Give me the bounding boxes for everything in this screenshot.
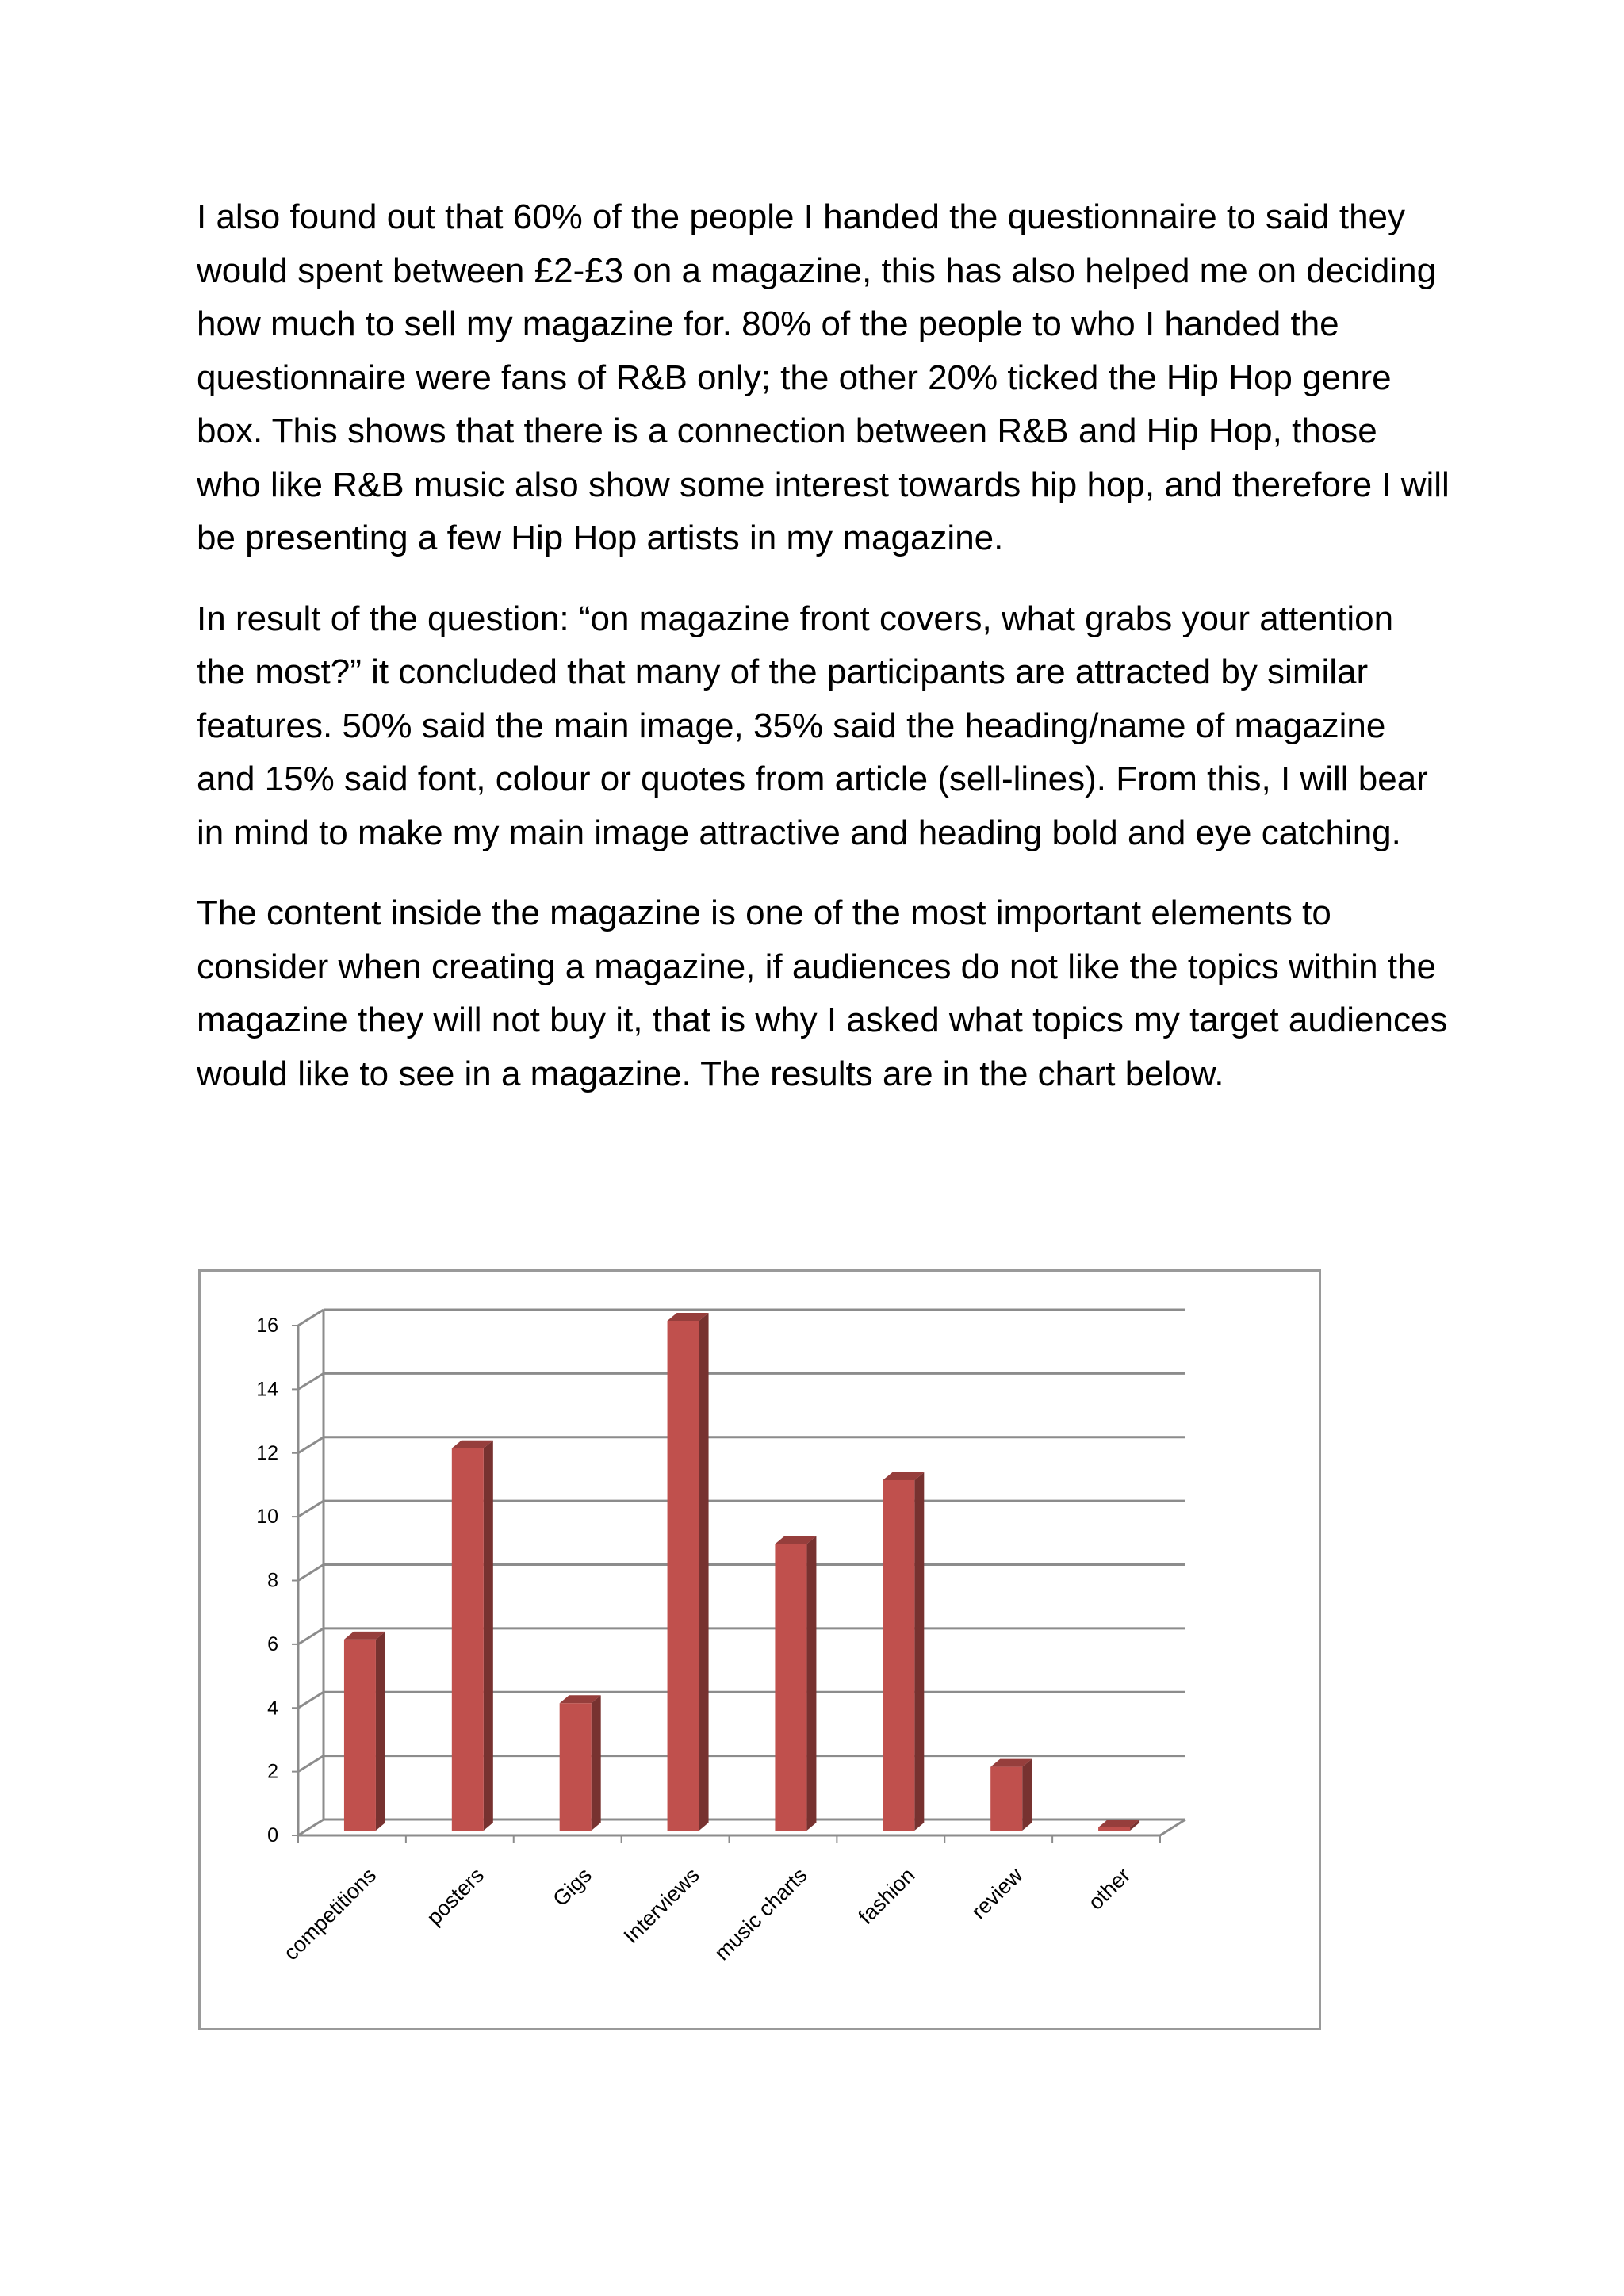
paragraph-front-cover: In result of the question: “on magazine front covers, what grabs your attention the most?” it concluded that many of the participants are attracted by similar features. 50% said the main image, 35% said the heading/name of magazine and 15% said font, colour or quotes from article (sell-lines). From this, I will bear in mind to make my main image attractive and heading bold and eye catching. (197, 599, 1428, 852)
paragraph-content-topics: The content inside the magazine is one of the most important elements to consider when creating a magazine, if audiences do not like the topics within the magazine they will not buy it, that is why I asked what topics my target audiences would like to see in a magazine. The results are in the chart below. (197, 894, 1448, 1093)
gridline-side (298, 1437, 324, 1453)
y-tick-label: 8 (267, 1569, 278, 1592)
y-tick-label: 16 (256, 1314, 278, 1337)
x-category-label: Gigs (548, 1863, 596, 1911)
topics-chart (198, 1269, 1321, 2030)
x-category-label: Interviews (619, 1863, 704, 1949)
paragraph-spending-genre: I also found out that 60% of the people I handed the questionnaire to said they would spent between £2-£3 on a magazine, this has also helped me on deciding how much to sell my magazine for. 80% of the people to who I handed the questionnaire were fans of R&B only; the other 20% ticked the Hip Hop genre box. This shows that there is a connection between R&B and Hip Hop, those who like R&B music also show some interest towards hip hop, and therefore I will be presenting a few Hip Hop artists in my magazine. (197, 197, 1450, 557)
body-text (197, 190, 1450, 1127)
y-tick-label: 14 (256, 1378, 278, 1401)
x-category-label: posters (422, 1863, 489, 1930)
x-category-label: music charts (710, 1863, 812, 1965)
gridline-side (298, 1565, 324, 1581)
bar-side (592, 1695, 601, 1831)
bar-competitions (344, 1640, 376, 1831)
gridline-side (298, 1373, 324, 1389)
bar-review (990, 1767, 1022, 1831)
bar-fashion (883, 1480, 914, 1831)
x-category-label: competitions (278, 1863, 381, 1965)
y-tick-label: 6 (267, 1632, 278, 1655)
bar-side (1022, 1759, 1032, 1831)
bar-interviews (668, 1321, 699, 1831)
y-tick-label: 0 (267, 1824, 278, 1846)
bar-posters (452, 1448, 484, 1831)
floor-edge (1160, 1820, 1185, 1835)
gridline-side (298, 1692, 324, 1708)
bar-music-charts (775, 1544, 806, 1831)
y-tick-label: 4 (267, 1697, 278, 1720)
bar-side (914, 1472, 924, 1831)
bar-side (699, 1313, 709, 1831)
bar-other (1098, 1827, 1130, 1831)
x-category-label: other (1083, 1863, 1136, 1915)
y-tick-label: 12 (256, 1441, 278, 1464)
x-category-label: fashion (853, 1863, 920, 1929)
gridline-side (298, 1820, 324, 1835)
bar-side (376, 1632, 385, 1831)
y-tick-label: 2 (267, 1760, 278, 1783)
x-category-label: review (967, 1863, 1028, 1924)
gridline-side (298, 1756, 324, 1772)
gridline-side (298, 1628, 324, 1644)
bar-chart-svg (201, 1272, 1319, 2028)
gridline-side (298, 1501, 324, 1517)
gridline-side (298, 1310, 324, 1326)
bar-side (806, 1536, 816, 1831)
y-tick-label: 10 (256, 1506, 278, 1529)
bar-side (484, 1441, 493, 1831)
bar-gigs (560, 1703, 592, 1831)
